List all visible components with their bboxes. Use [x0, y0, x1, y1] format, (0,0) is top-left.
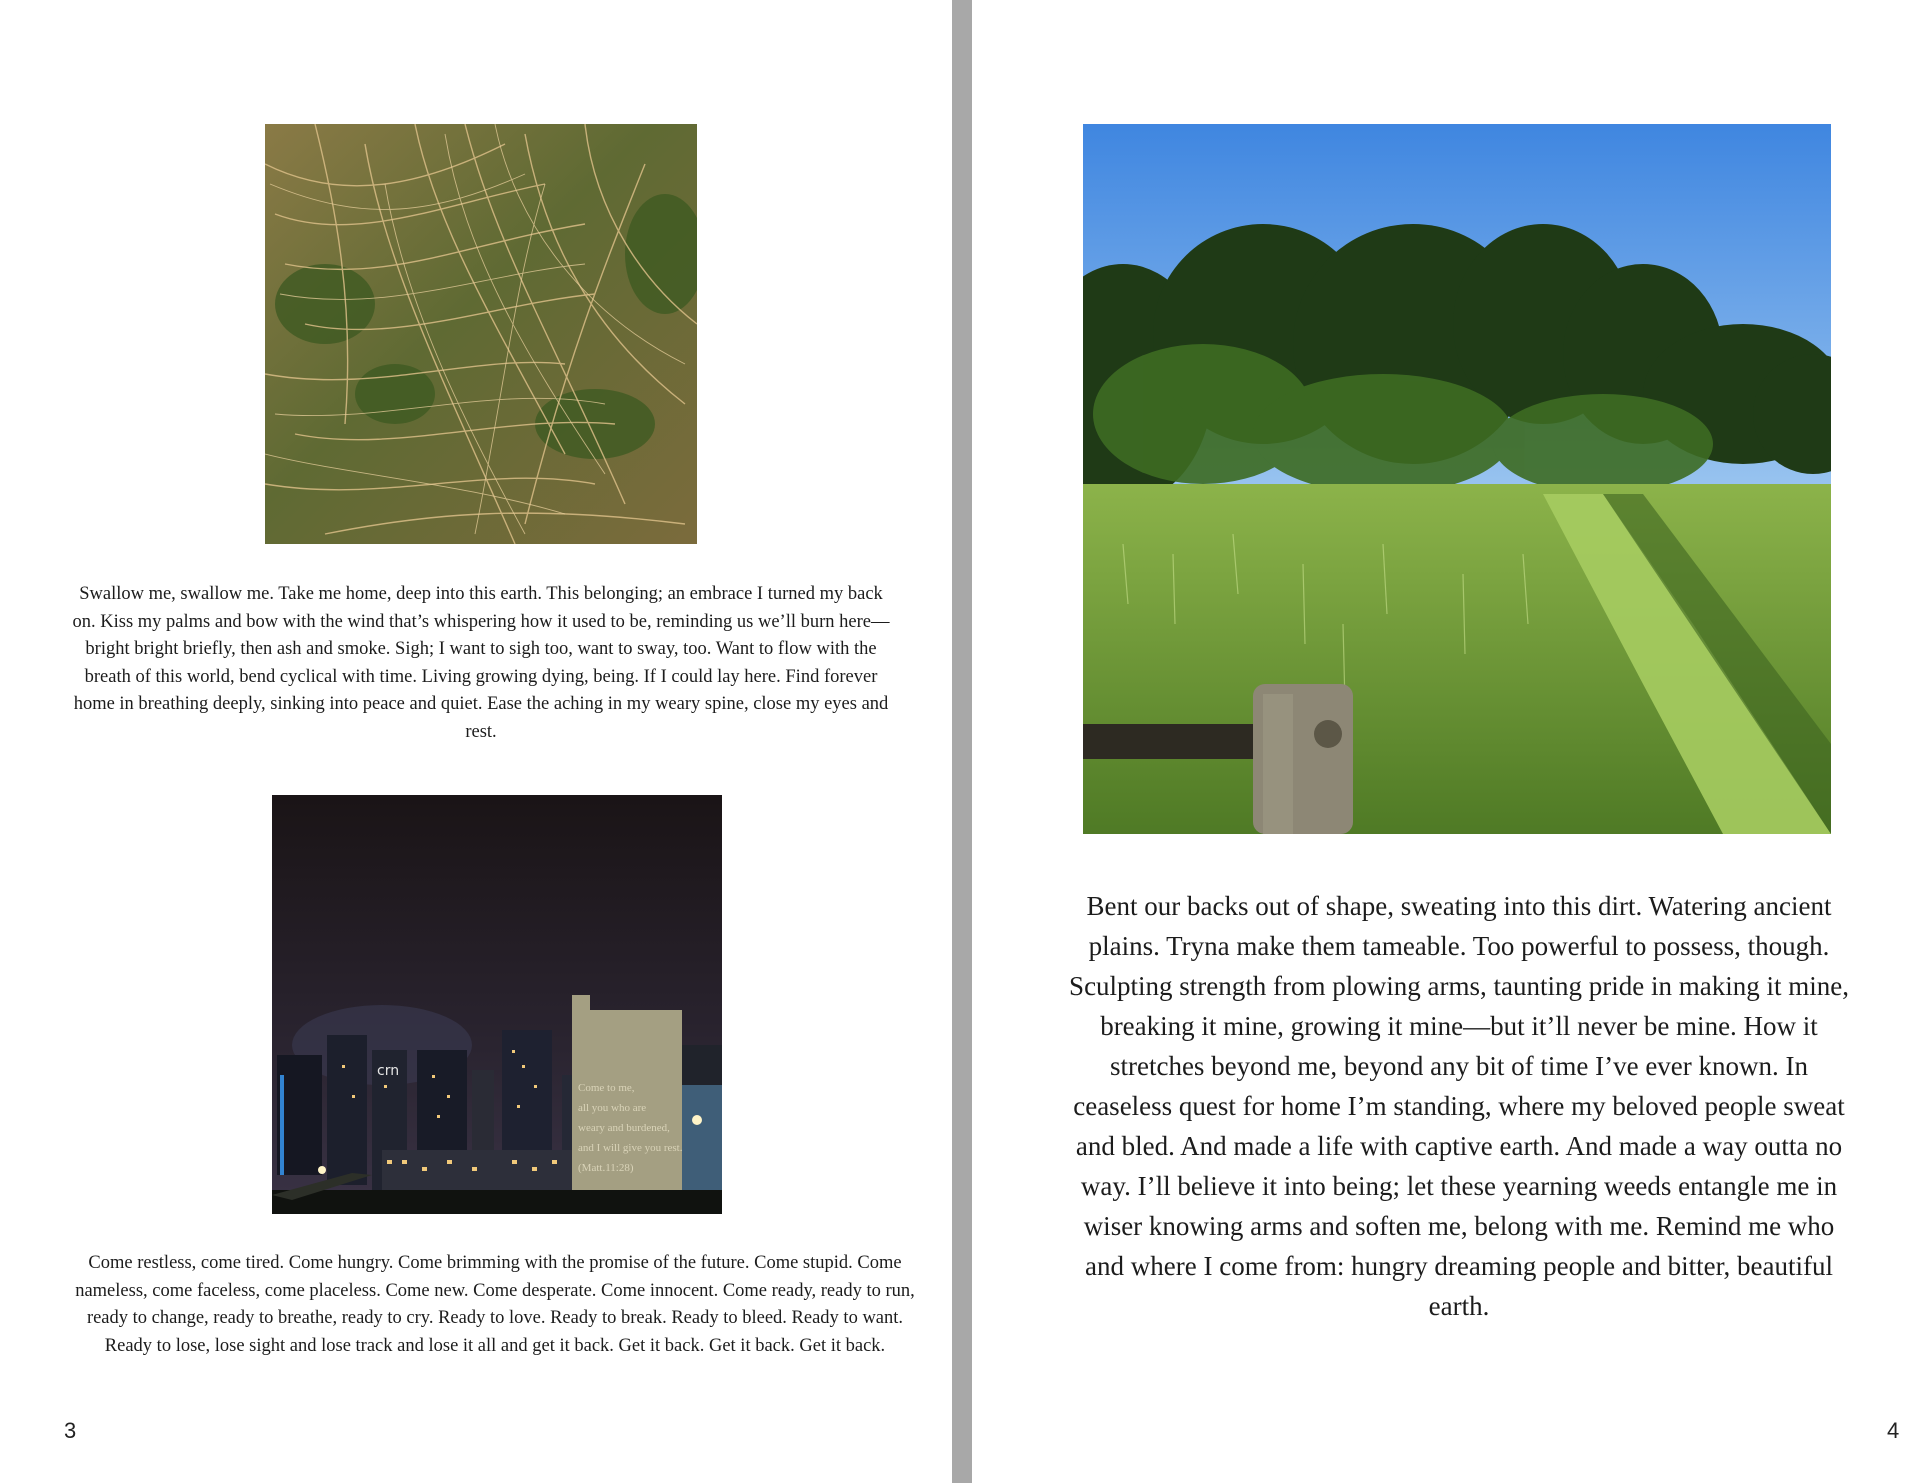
projection-line-5: (Matt.11:28) [578, 1162, 634, 1174]
poem-3: Bent our backs out of shape, sweating into this dirt. Watering ancient plains. Tryna make them tameable. Too powerful to possess, though. Sculpting strength from plowing arms, taunting pride in making it mine, breaking it mine, growing it mine—but it’ll never be mine. How it stretches beyond me, beyond any bit of time I’ve ever known. In ceaseless quest for home I’m standing, where my beloved people sweat and bled. And made a life with captive earth. And made a way outta no way. I’ll believe it into being; let these yearning weeds entangle me in wiser knowing arms and soften me, belong with me. Remind me who and where I come from: hungry dreaming people and bitter, beautiful earth. [1069, 891, 1849, 1321]
projection-line-1: Come to me, [578, 1082, 635, 1094]
city-night-photo [272, 795, 722, 1214]
meadow-photo [1083, 124, 1831, 834]
left-page [0, 0, 952, 1483]
projection-line-4: and I will give you rest. [578, 1142, 683, 1154]
page-number-right: 4 [1887, 1418, 1900, 1443]
page-gutter [952, 0, 972, 1483]
right-page [972, 0, 1920, 1483]
poem-1: Swallow me, swallow me. Take me home, deep into this earth. This belonging; an embrace I turned my back on. Kiss my palms and bow with the wind that’s whispering how it used to be, reminding us we’ll burn here—bright bright briefly, then ash and smoke. Sigh; I want to sigh too, want to sway, too. Want to flow with the breath of this world, bend cyclical with time. Living growing dying, being. If I could lay here. Find forever home in breathing deeply, sinking into peace and quiet. Ease the aching in my weary spine, close my eyes and rest. [72, 584, 890, 742]
page-number-left: 3 [64, 1418, 77, 1443]
building-sign-text: crn [377, 1063, 400, 1079]
projection-line-2: all you who are [578, 1102, 647, 1114]
projection-line-3: weary and burdened, [578, 1122, 670, 1134]
grass-photo [265, 124, 697, 544]
poem-2: Come restless, come tired. Come hungry. Come brimming with the promise of the future. Come stupid. Come nameless, come faceless, come placeless. Come new. Come desperate. Come innocent. Come ready, ready to run, ready to change, ready to breathe, ready to cry. Ready to love. Ready to break. Ready to bleed. Ready to want. Ready to lose, lose sight and lose track and lose it all and get it back. Get it back. Get it back. Get it back. [75, 1253, 915, 1356]
